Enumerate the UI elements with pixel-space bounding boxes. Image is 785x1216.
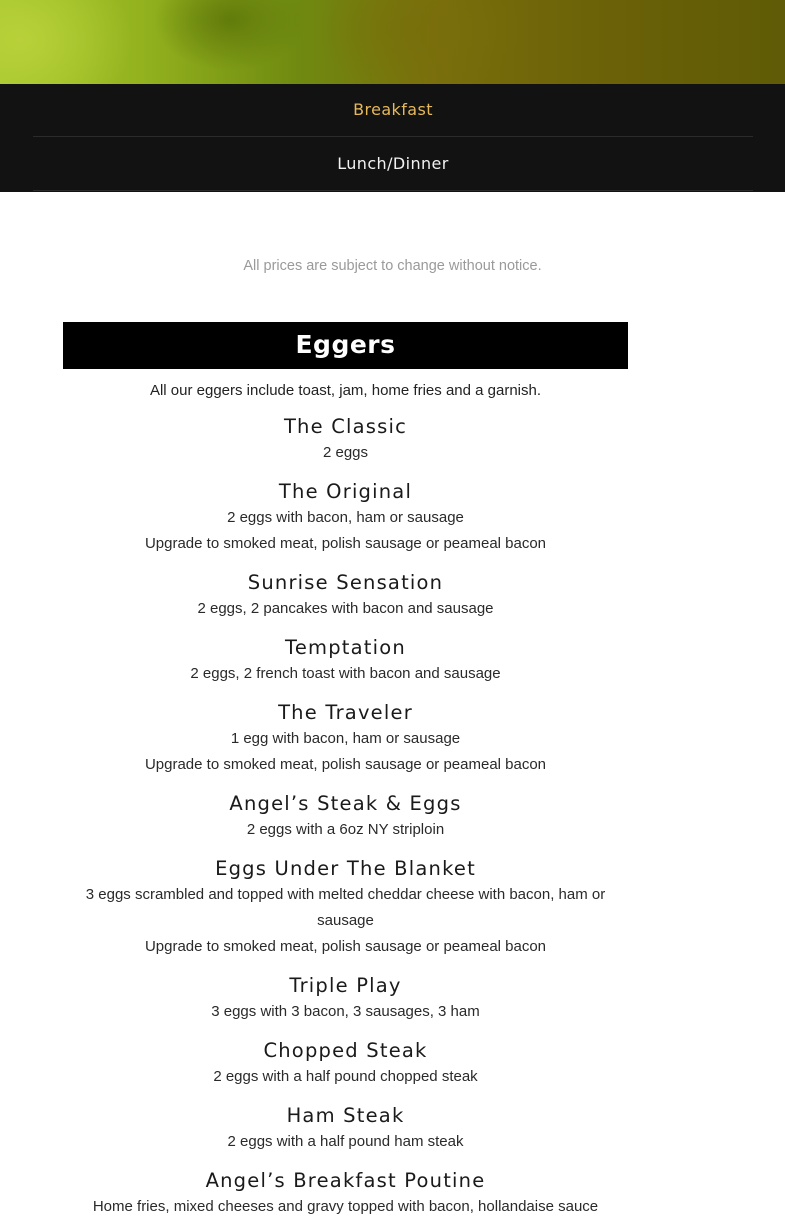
- menu-item-description: 2 eggs with a half pound ham steak: [227, 1133, 464, 1150]
- menu-item-upgrade: Upgrade to smoked meat, polish sausage or peameal bacon: [144, 535, 547, 552]
- price-notice: All prices are subject to change without notice.: [243, 258, 542, 274]
- menu-item-name: Sunrise Sensation: [247, 571, 444, 594]
- nav-item-lunch-dinner[interactable]: Lunch/Dinner: [33, 138, 753, 191]
- menu-item-description: 2 eggs with a 6oz NY striploin: [246, 821, 445, 838]
- menu-item-description: 2 eggs, 2 french toast with bacon and sausage: [190, 665, 501, 682]
- menu-item: [63, 1168, 628, 1216]
- menu-item: [63, 570, 628, 622]
- menu-category-nav: [0, 84, 785, 192]
- menu-item: [63, 1038, 628, 1090]
- section-intro: All our eggers include toast, jam, home fries and a garnish.: [149, 382, 542, 399]
- menu-item-upgrade: Upgrade to smoked meat, polish sausage or peameal bacon: [144, 756, 547, 773]
- menu-item: [63, 856, 628, 960]
- menu-item-name: Ham Steak: [286, 1104, 405, 1127]
- hero-banner-image: [0, 0, 785, 84]
- menu-item-description: 1 egg with bacon, ham or sausage: [230, 730, 461, 747]
- menu-item-name: Eggs Under The Blanket: [215, 857, 476, 880]
- menu-item-name: Triple Play: [289, 974, 402, 997]
- menu-item-name: The Traveler: [278, 701, 413, 724]
- menu-item-upgrade: Upgrade to smoked meat, polish sausage or peameal bacon: [144, 938, 547, 955]
- menu-item-name: Angel’s Steak & Eggs: [229, 792, 462, 815]
- menu-item-description: 2 eggs: [322, 444, 369, 461]
- nav-item-breakfast[interactable]: Breakfast: [33, 84, 753, 137]
- menu-item-description: 3 eggs with 3 bacon, 3 sausages, 3 ham: [211, 1003, 480, 1020]
- menu-item: [63, 791, 628, 843]
- menu-item-name: The Original: [278, 480, 413, 503]
- menu-item: [63, 414, 628, 466]
- menu-item-description: 2 eggs with a half pound chopped steak: [213, 1068, 478, 1085]
- menu-item: [63, 635, 628, 687]
- menu-item: [63, 973, 628, 1025]
- menu-section-eggers: [63, 378, 628, 1216]
- menu-item-description: 2 eggs with bacon, ham or sausage: [227, 509, 464, 526]
- menu-item: [63, 700, 628, 778]
- menu-item-name: Angel’s Breakfast Poutine: [205, 1169, 486, 1192]
- menu-item-description: Home fries, mixed cheeses and gravy topped with bacon, hollandaise sauce: [92, 1198, 599, 1215]
- menu-item-description: 3 eggs scrambled and topped with melted cheddar cheese with bacon, ham or sausage: [85, 886, 606, 929]
- menu-item-name: Temptation: [285, 636, 406, 659]
- menu-item-description: 2 eggs, 2 pancakes with bacon and sausage: [197, 600, 494, 617]
- section-title: Eggers: [63, 322, 628, 369]
- menu-item: [63, 479, 628, 557]
- menu-item-name: Chopped Steak: [263, 1039, 428, 1062]
- menu-item-name: The Classic: [283, 415, 408, 438]
- menu-item: [63, 1103, 628, 1155]
